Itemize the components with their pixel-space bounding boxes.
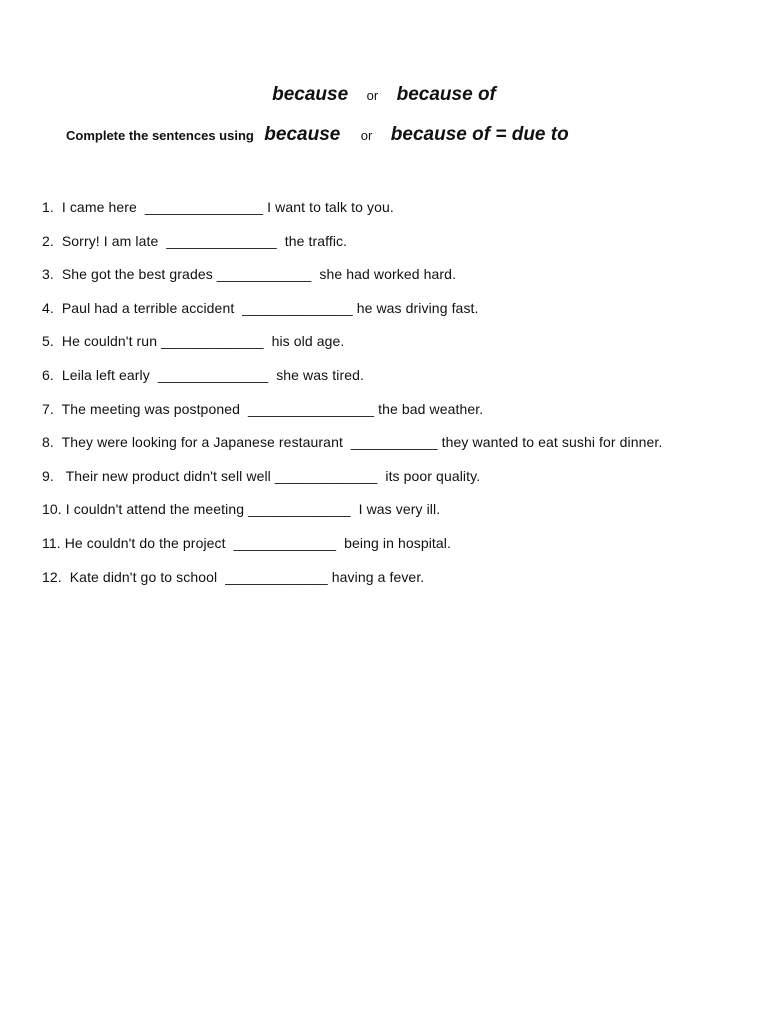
instruction-word-because: because: [264, 124, 341, 145]
sentence-3: 3. She got the best grades ____________ she had worked hard.: [42, 266, 457, 283]
sentence-9: 9. Their new product didn't sell well _____________ its poor quality.: [42, 467, 481, 484]
instruction-connector-or: or: [360, 128, 373, 143]
title-word-because: because: [272, 84, 349, 105]
sentence-1: 1. I came here _______________ I want to talk to you.: [42, 199, 394, 215]
instruction-word-because-of-due-to: because of = due to: [390, 124, 569, 145]
worksheet-title: [0, 84, 768, 106]
sentence-11: 11. He couldn't do the project _____________ being in hospital.: [42, 534, 451, 551]
sentence-list: [42, 198, 662, 601]
title-connector-or: or: [366, 88, 379, 103]
sentence-2: 2. Sorry! I am late ______________ the traffic.: [42, 232, 348, 249]
title-word-because-of: because of: [396, 84, 496, 105]
sentence-12: 12. Kate didn't go to school _____________ having a fever.: [42, 568, 425, 585]
instruction-line: [66, 124, 569, 146]
sentence-6: 6. Leila left early ______________ she was tired.: [42, 366, 364, 383]
sentence-4: 4. Paul had a terrible accident ______________ he was driving fast.: [42, 299, 479, 316]
sentence-5: 5. He couldn't run _____________ his old age.: [42, 333, 345, 350]
sentence-8: 8. They were looking for a Japanese restaurant ___________ they wanted to eat sushi for dinner.: [42, 434, 663, 451]
sentence-10: 10. I couldn't attend the meeting _____________ I was very ill.: [42, 501, 441, 518]
instruction-text: Complete the sentences using: [66, 128, 254, 143]
sentence-7: 7. The meeting was postponed ________________ the bad weather.: [42, 400, 484, 417]
